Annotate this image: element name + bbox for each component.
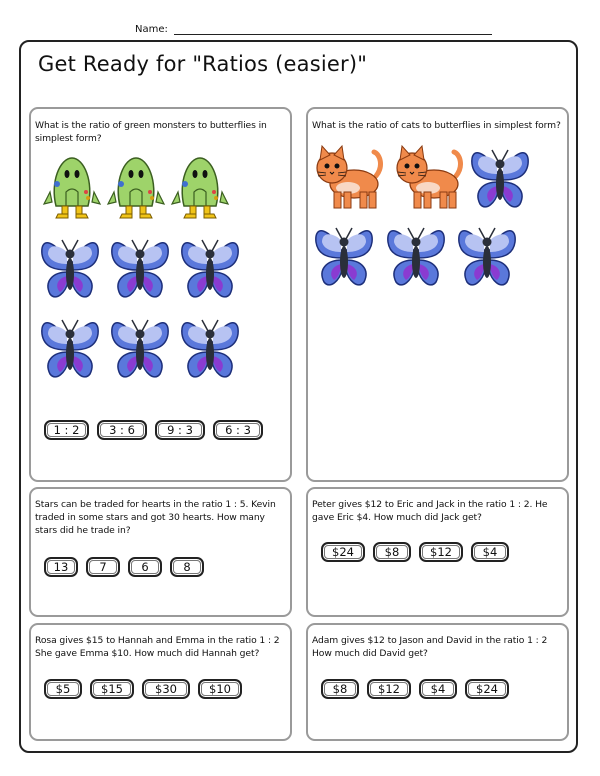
answer-options-4 [321, 542, 509, 562]
monster-image [40, 152, 104, 222]
question-text-4: Peter gives $12 to Eric and Jack in the ratio 1 : 2. He gave Eric $4. How much did Jack get? [312, 499, 548, 523]
answer-option[interactable]: $24 [321, 542, 365, 562]
name-label: Name: [135, 24, 168, 35]
butterfly-image [455, 222, 519, 292]
answer-option[interactable]: 3 : 6 [97, 420, 147, 440]
butterfly-image [38, 314, 102, 384]
answer-options-1 [44, 420, 263, 440]
answer-option[interactable]: $24 [465, 679, 509, 699]
answer-options-5 [44, 679, 242, 699]
answer-option[interactable]: 6 [128, 557, 162, 577]
question-text-1: What is the ratio of green monsters to butterflies in simplest form? [35, 120, 267, 144]
answer-option[interactable]: $10 [198, 679, 242, 699]
question-text-5: Rosa gives $15 to Hannah and Emma in the ratio 1 : 2 She gave Emma $10. How much did Hannah get? [35, 635, 280, 659]
butterfly-image [108, 234, 172, 304]
question-text-2: What is the ratio of cats to butterflies in simplest form? [312, 120, 561, 131]
answer-option[interactable]: $30 [142, 679, 190, 699]
answer-option[interactable]: $8 [321, 679, 359, 699]
answer-options-3 [44, 557, 204, 577]
name-row [135, 24, 492, 35]
monster-image [104, 152, 168, 222]
answer-option[interactable]: 9 : 3 [155, 420, 205, 440]
butterfly-image [384, 222, 448, 292]
butterfly-image [312, 222, 376, 292]
butterfly-image [38, 234, 102, 304]
monster-image [168, 152, 232, 222]
answer-option[interactable]: 13 [44, 557, 78, 577]
question-text-6: Adam gives $12 to Jason and David in the ratio 1 : 2 How much did David get? [312, 635, 548, 659]
answer-option[interactable]: $12 [419, 542, 463, 562]
butterfly-image [468, 144, 532, 214]
answer-option[interactable]: $15 [90, 679, 134, 699]
cat-image [314, 142, 384, 212]
answer-option[interactable]: $4 [471, 542, 509, 562]
answer-option[interactable]: $12 [367, 679, 411, 699]
cat-image [394, 142, 464, 212]
answer-option[interactable]: 8 [170, 557, 204, 577]
name-input-line[interactable] [174, 24, 492, 35]
answer-options-6 [321, 679, 509, 699]
butterfly-image [108, 314, 172, 384]
butterfly-image [178, 234, 242, 304]
answer-option[interactable]: 6 : 3 [213, 420, 263, 440]
answer-option[interactable]: 7 [86, 557, 120, 577]
worksheet-title: Get Ready for "Ratios (easier)" [38, 52, 368, 76]
question-text-3: Stars can be traded for hearts in the ratio 1 : 5. Kevin traded in some stars and got 30 hearts. How many stars did he trade in? [35, 499, 276, 536]
answer-option[interactable]: $8 [373, 542, 411, 562]
answer-option[interactable]: $4 [419, 679, 457, 699]
answer-option[interactable]: 1 : 2 [44, 420, 89, 440]
butterfly-image [178, 314, 242, 384]
answer-option[interactable]: $5 [44, 679, 82, 699]
